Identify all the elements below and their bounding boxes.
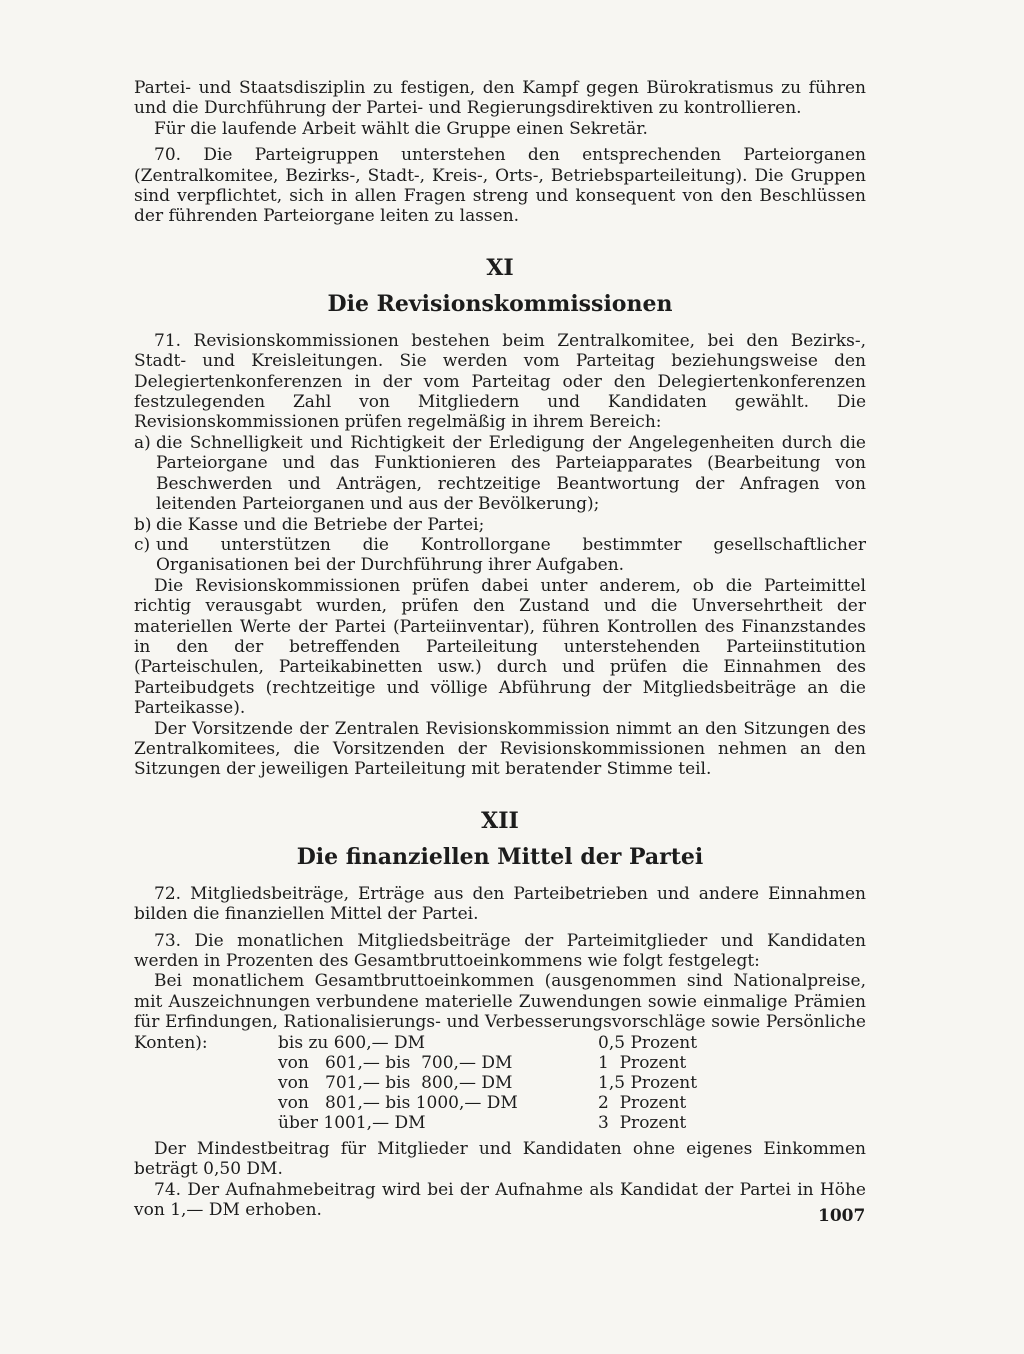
paragraph-pruefung: Die Revisionskommissionen prüfen dabei unter anderem, ob die Parteimittel richtig verausgabt wurden, prüfen den Zustand und die Unversehrtheit der materiellen Werte der Partei (Parteiinventar), führen Kontrollen des Finanzstandes in den der betreffenden Parteileitung unterstehenden Parteiinstitution (Parteischulen, Parteikabinetten usw.) durch und prüfen die Einnahmen des Parteibudgets (rechtzeitige und völlige Abführung der Mitgliedsbeiträge an die Parteikasse). xyxy=(134,575,866,719)
paragraph-vorsitz: Der Vorsitzende der Zentralen Revisionskommission nimmt an den Sitzungen des Zentralkomitees, die Vorsitzenden der Revisionskommissionen nehmen an den Sitzungen der jeweiligen Parteileitung mit beratender Stimme teil. xyxy=(134,718,866,780)
section-xi-title: Die Revisionskommissionen xyxy=(327,290,673,317)
rate-percent: 0,5 Prozent xyxy=(598,1033,698,1054)
paragraph-71: 71. Revisionskommissionen bestehen beim Zentralkomitee, bei den Bezirks-, Stadt- und Kreisleitungen. Sie werden vom Parteitag beziehungsweise den Delegiertenkonferenzen in der vom Parteitag oder den Delegiertenkonferenzen festzulegenden Zahl von Mitgliedern und Kandidaten gewählt. Die Revisionskommissionen prüfen regelmäßig in ihrem Bereich: xyxy=(134,330,866,433)
paragraph-72: 72. Mitgliedsbeiträge, Erträge aus den Parteibetrieben und andere Einnahmen bilden die finanziellen Mittel der Partei. xyxy=(134,883,866,925)
section-xii-title: Die finanziellen Mittel der Partei xyxy=(296,843,704,870)
list-item-label: a) xyxy=(134,432,151,453)
paragraph-intro: Partei- und Staatsdisziplin zu festigen, den Kampf gegen Bürokratismus zu führen und die Durchführung der Partei- und Regierungsdirektiven zu kontrollieren. xyxy=(134,78,866,119)
table-row xyxy=(278,1113,728,1133)
paragraph-70: 70. Die Parteigruppen unterstehen den entsprechenden Parteiorganen (Zentralkomitee, Bezirks-, Stadt-, Kreis-, Orts-, Betriebsparteileitung). Die Gruppen sind verpflichtet, sich in allen Fragen streng und konsequent von den Beschlüssen der führenden Parteiorgane leiten zu lassen. xyxy=(134,145,866,227)
paragraph-sekretaer: Für die laufende Arbeit wählt die Gruppe einen Sekretär. xyxy=(154,118,648,139)
page-number: 1007 xyxy=(818,1206,866,1226)
list-item-b xyxy=(134,515,866,535)
list-item-label: b) xyxy=(134,514,152,535)
rate-percent: 3 Prozent xyxy=(598,1113,687,1134)
rate-range: über 1001,— DM xyxy=(278,1113,426,1134)
rate-range: von 601,— bis 700,— DM xyxy=(278,1053,513,1074)
paragraph-mindestbeitrag: Der Mindestbeitrag für Mitglieder und Kandidaten ohne eigenes Einkommen beträgt 0,50 DM. xyxy=(134,1139,866,1180)
table-row xyxy=(278,1073,728,1093)
list-item-text: und unterstützen die Kontrollorgane bestimmter gesellschaftlicher Organisationen bei der Durchführung ihrer Aufgaben. xyxy=(156,534,866,576)
contribution-rate-table xyxy=(278,1033,728,1133)
rate-range: von 801,— bis 1000,— DM xyxy=(278,1093,518,1114)
paragraph-74: 74. Der Aufnahmebeitrag wird bei der Aufnahme als Kandidat der Partei in Höhe von 1,— DM erhoben. xyxy=(134,1179,866,1221)
rate-range: von 701,— bis 800,— DM xyxy=(278,1073,513,1094)
list-item-text: die Kasse und die Betriebe der Partei; xyxy=(156,514,485,535)
table-row xyxy=(278,1093,728,1113)
rate-percent: 1,5 Prozent xyxy=(598,1073,698,1094)
paragraph-einkommen: Bei monatlichem Gesamtbruttoeinkommen (ausgenommen sind Nationalpreise, mit Auszeichnungen verbundene materielle Zuwendungen sowie einmalige Prämien für Erfindungen, Rationalisierungs- und Verbesserungsvorschläge sowie Persönliche Konten): xyxy=(134,971,866,1053)
paragraph-73: 73. Die monatlichen Mitgliedsbeiträge der Parteimitglieder und Kandidaten werden in Prozenten des Gesamtbruttoeinkommens wie folgt festgelegt: xyxy=(134,930,866,971)
list-item-a xyxy=(134,433,866,515)
document-page xyxy=(134,78,866,1221)
table-row xyxy=(278,1053,728,1073)
rate-range: bis zu 600,— DM xyxy=(278,1033,426,1054)
list-item-label: c) xyxy=(134,534,151,555)
list-item-text: die Schnelligkeit und Richtigkeit der Erledigung der Angelegenheiten durch die Parteiorgane und das Funktionieren des Parteiapparates (Bearbeitung von Beschwerden und Anträgen, rechtzeitige Beantwortung der Anfragen von leitenden Parteiorganen und aus der Bevölkerung); xyxy=(156,432,866,515)
rate-percent: 1 Prozent xyxy=(598,1053,687,1074)
section-xii-numeral: XII xyxy=(481,807,519,834)
rate-percent: 2 Prozent xyxy=(598,1093,687,1114)
section-xi-numeral: XI xyxy=(486,254,514,281)
list-item-c xyxy=(134,535,866,576)
table-row xyxy=(278,1033,728,1053)
